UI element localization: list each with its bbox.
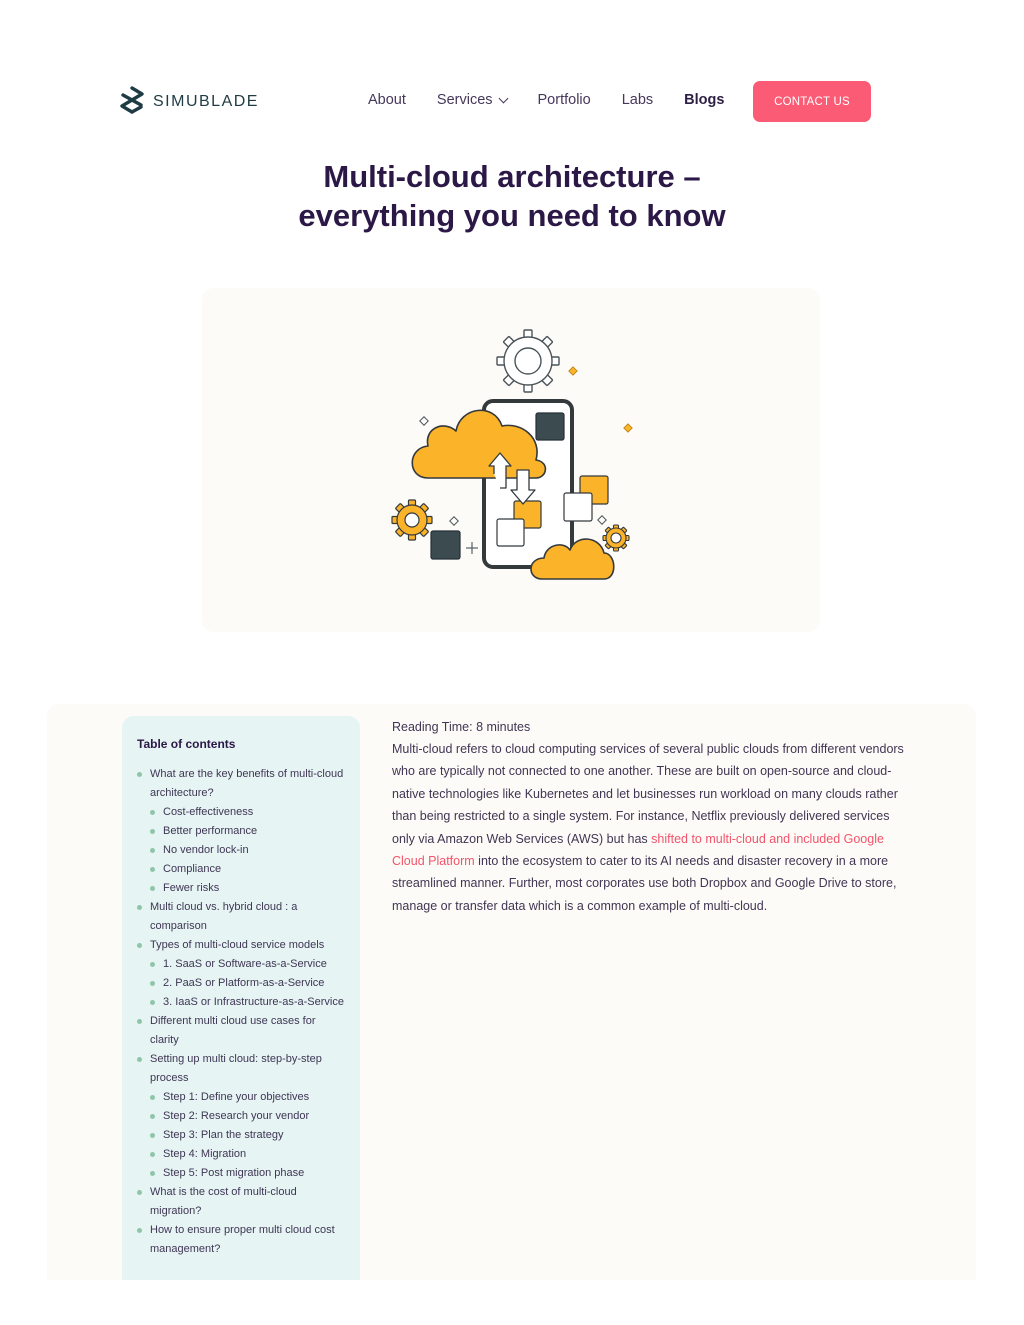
toc-subitem[interactable]: Step 4: Migration <box>137 1145 346 1164</box>
sparkle-icon <box>420 417 428 425</box>
toc-subitem[interactable]: Step 2: Research your vendor <box>137 1107 346 1126</box>
toc-subitem[interactable]: 3. IaaS or Infrastructure-as-a-Service <box>137 993 346 1012</box>
hero-illustration <box>202 288 820 632</box>
sparkle-icon <box>466 542 478 554</box>
reading-time: Reading Time: 8 minutes <box>392 720 531 734</box>
intro-text-before: Multi-cloud refers to cloud computing services of several public clouds from different vendors who are typically not connected to one another. These are built on open-source and cloud-native technologies like Kubernetes and let businesses run workload on many clouds rather than being restricted to a single system. For instance, Netflix previously delivered services only via Amazon Web Services (AWS) but has <box>392 742 904 846</box>
toc-title: Table of contents <box>137 737 236 751</box>
multi-cloud-illustration <box>202 288 820 632</box>
toc-item[interactable]: Different multi cloud use cases for clarity <box>137 1012 346 1050</box>
contact-us-button[interactable]: CONTACT US <box>753 81 871 122</box>
toc-subitem[interactable]: 1. SaaS or Software-as-a-Service <box>137 955 346 974</box>
logo[interactable] <box>119 86 259 118</box>
nav-labs[interactable]: Labs <box>621 92 654 108</box>
article-body <box>392 716 904 917</box>
toc-item[interactable]: Multi cloud vs. hybrid cloud : a comparison <box>137 898 346 936</box>
page-title <box>0 157 1024 235</box>
toc-item[interactable]: What is the cost of multi-cloud migration? <box>137 1183 346 1221</box>
chevron-down-icon <box>498 93 508 103</box>
site-header <box>0 0 1024 150</box>
nav-services[interactable] <box>437 92 507 108</box>
gear-icon <box>392 500 432 540</box>
nav-about[interactable]: About <box>368 92 406 108</box>
toc-subitem[interactable]: Step 3: Plan the strategy <box>137 1126 346 1145</box>
intro-text-after: into the ecosystem to cater to its AI needs and disaster recovery in a more streamlined manner. Further, most corporates use both Dropbox and Google Drive to store, manage or transfer data which is a common example of multi-cloud. <box>392 854 897 913</box>
sparkle-icon <box>598 516 606 524</box>
block-icon <box>431 531 460 559</box>
gear-icon <box>603 525 629 551</box>
article-section <box>47 704 976 1280</box>
gear-icon <box>497 330 559 392</box>
page-title-line-2: everything you need to know <box>298 198 726 233</box>
nav-services-label: Services <box>436 92 493 108</box>
main-nav <box>368 92 755 108</box>
toc-subitem[interactable]: Cost-effectiveness <box>137 803 346 822</box>
block-icon <box>564 493 592 521</box>
toc-subitem[interactable]: Compliance <box>137 860 346 879</box>
toc-subitem[interactable]: Step 5: Post migration phase <box>137 1164 346 1183</box>
sparkle-icon <box>450 517 458 525</box>
toc-item[interactable]: How to ensure proper multi cloud cost management? <box>137 1221 346 1259</box>
block-icon <box>497 519 524 546</box>
toc-subitem[interactable]: Better performance <box>137 822 346 841</box>
toc-subitem[interactable]: No vendor lock-in <box>137 841 346 860</box>
toc-item[interactable]: What are the key benefits of multi-cloud architecture? <box>137 765 346 803</box>
sparkle-icon <box>624 424 632 432</box>
page-title-line-1: Multi-cloud architecture – <box>323 159 701 194</box>
nav-portfolio[interactable]: Portfolio <box>537 92 591 108</box>
table-of-contents <box>122 716 360 1280</box>
netflix-multicloud-link[interactable]: shifted to multi-cloud and included Google Cloud Platform <box>392 831 884 869</box>
toc-list <box>137 765 346 1259</box>
logo-text: SIMUBLADE <box>153 93 259 110</box>
intro-paragraph <box>392 738 904 917</box>
toc-item[interactable]: Types of multi-cloud service models <box>137 936 346 955</box>
simublade-logo-icon <box>119 86 145 118</box>
sparkle-icon <box>569 367 577 375</box>
toc-subitem[interactable]: Fewer risks <box>137 879 346 898</box>
block-icon <box>536 413 564 440</box>
toc-subitem[interactable]: 2. PaaS or Platform-as-a-Service <box>137 974 346 993</box>
nav-blogs[interactable]: Blogs <box>684 92 725 108</box>
toc-item[interactable]: Setting up multi cloud: step-by-step process <box>137 1050 346 1088</box>
toc-subitem[interactable]: Step 1: Define your objectives <box>137 1088 346 1107</box>
